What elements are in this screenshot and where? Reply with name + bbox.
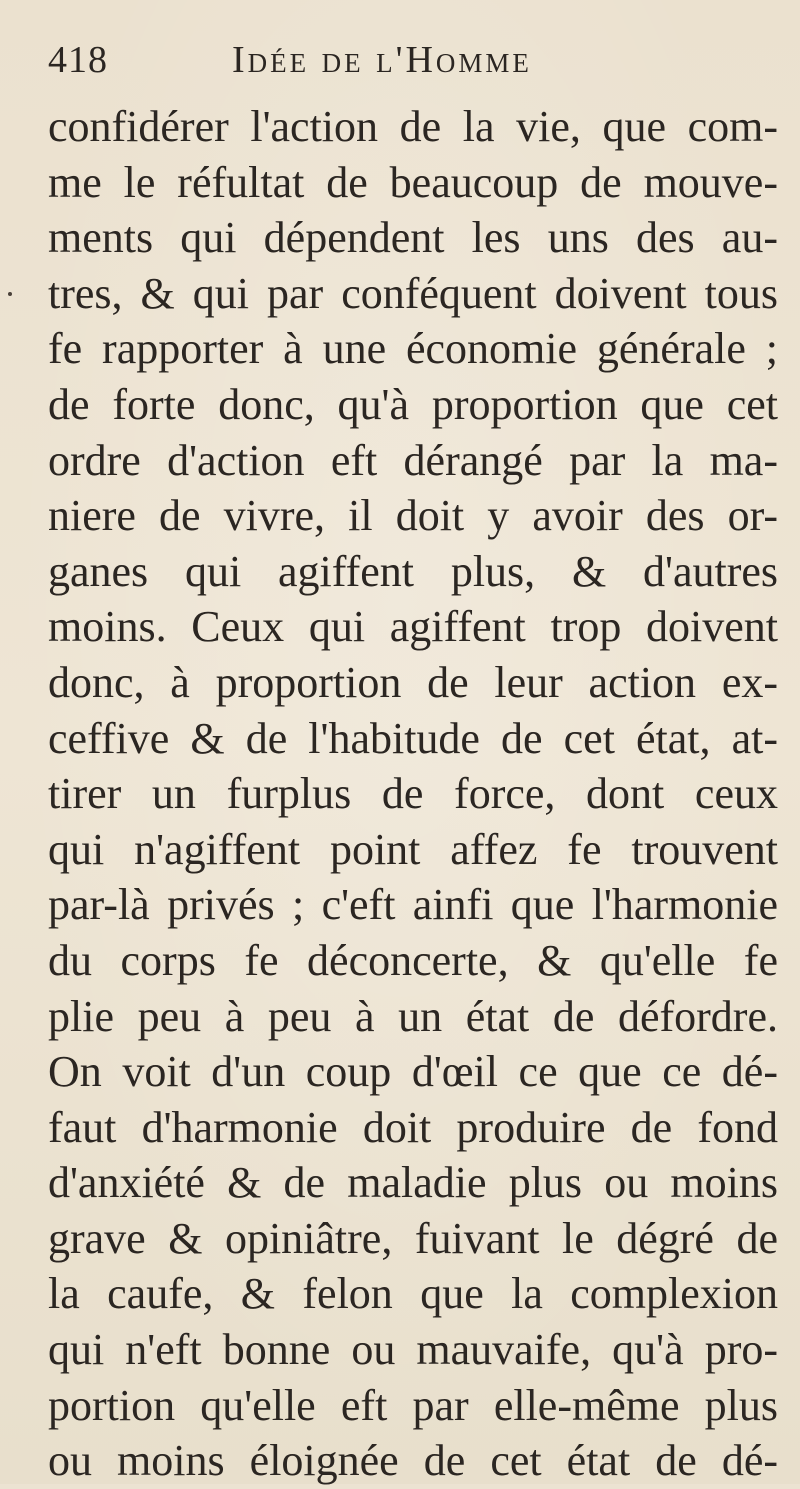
text-line: niere de vivre, il doit y avoir des or- [48,491,778,541]
text-line: portion qu'elle eft par elle-même plus [48,1380,778,1430]
text-line: qui n'eft bonne ou mauvaife, qu'à pro- [48,1325,778,1375]
body-text [48,99,778,1489]
text-line: ou moins éloignée de cet état de dé- [48,1436,778,1486]
text-line: donc, à proportion de leur action ex- [48,657,778,707]
text-line: ganes qui agiffent plus, & d'autres [48,546,778,596]
text-line: grave & opiniâtre, fuivant le dégré de [48,1213,778,1263]
running-head: Idée de l'Homme [232,39,532,81]
page-number: 418 [48,39,108,81]
text-line: tirer un furplus de force, dont ceux [48,769,778,819]
text-line: fe rapporter à une économie générale ; [48,324,778,374]
text-line: par-là privés ; c'eft ainfi que l'harmonie [48,880,778,930]
text-line: ceffive & de l'habitude de cet état, at- [48,713,778,763]
text-line: de forte donc, qu'à proportion que cet [48,379,778,429]
text-line: ments qui dépendent les uns des au- [48,213,778,263]
text-line: la caufe, & felon que la complexion [48,1269,778,1319]
margin-ink-spot [8,292,12,296]
text-line: me le réfultat de beaucoup de mouve- [48,157,778,207]
text-line: tres, & qui par conféquent doivent tous [48,268,778,318]
text-line: plie peu à peu à un état de défordre. [48,991,778,1041]
text-line: du corps fe déconcerte, & qu'elle fe [48,935,778,985]
text-line: On voit d'un coup d'œil ce que ce dé- [48,1047,778,1097]
text-line: moins. Ceux qui agiffent trop doivent [48,602,778,652]
text-line: confidérer l'action de la vie, que com- [48,102,778,151]
text-line: faut d'harmonie doit produire de fond [48,1102,778,1152]
text-line: d'anxiété & de maladie plus ou moins [48,1158,778,1208]
text-line: qui n'agiffent point affez fe trouvent [48,824,778,874]
text-line: ordre d'action eft dérangé par la ma- [48,435,778,485]
page-header [48,38,768,86]
